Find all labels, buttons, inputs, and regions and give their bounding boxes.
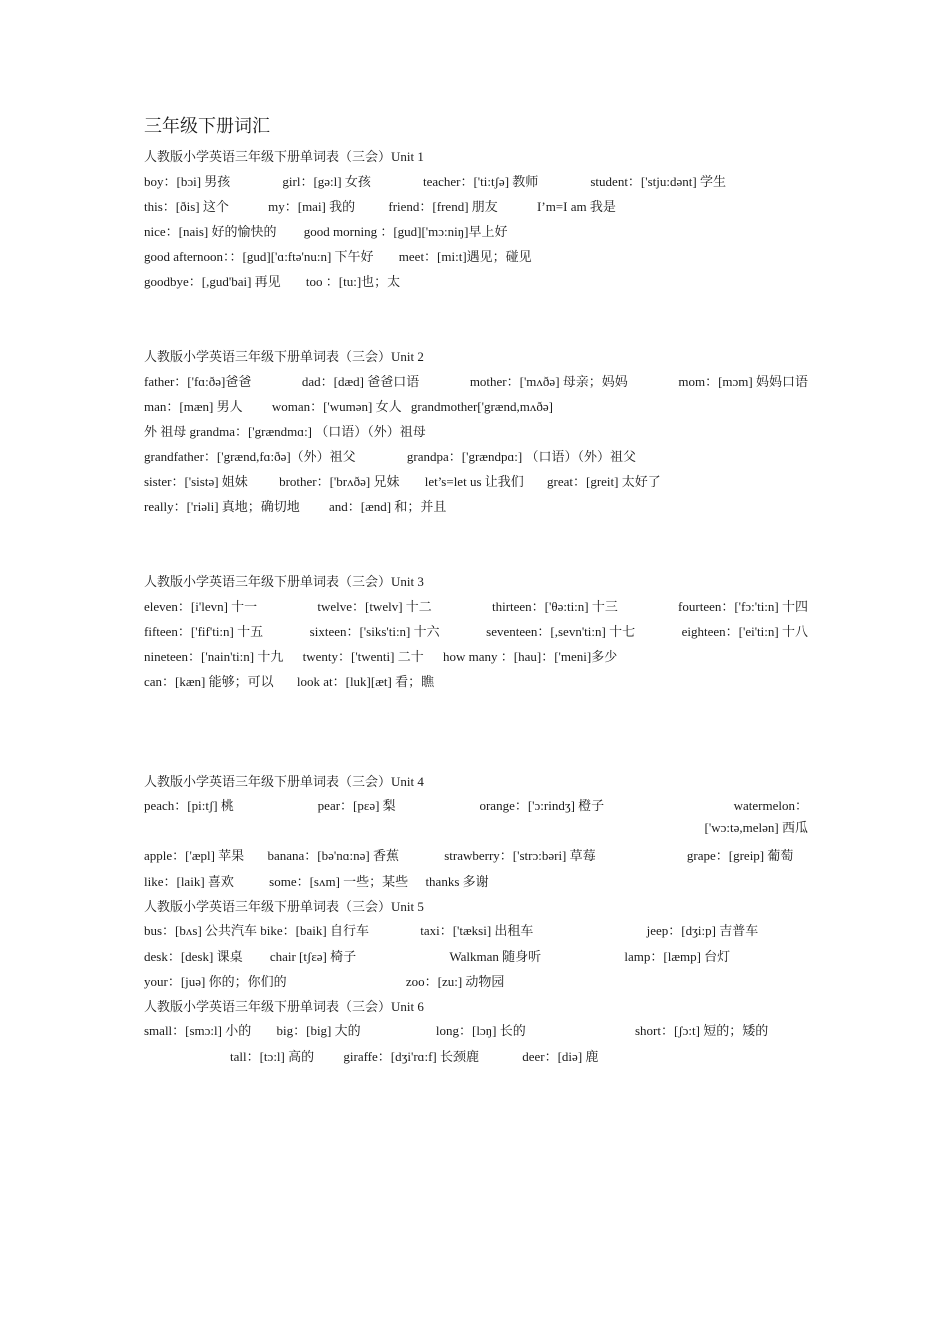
vocab-entry: too ：[tu:]也；太	[305, 274, 401, 289]
vocab-entry: my：[mai] 我的	[268, 199, 356, 214]
section-gap	[144, 519, 808, 569]
vocab-entry: how many ：[hau]：['meni]多少	[443, 649, 618, 664]
vocab-entry: teacher：['ti:tʃə] 教师	[422, 174, 539, 189]
unit-3-line-1	[144, 594, 808, 619]
unit-3-heading: 人教版小学英语三年级下册单词表（三会）Unit 3	[144, 574, 424, 589]
vocab-entry: thirteen：['θə:ti:n] 十三	[491, 599, 618, 614]
unit-1-line-5	[144, 269, 808, 294]
vocab-entry: father：['fɑ:ðə]爸爸	[144, 374, 252, 389]
vocab-entry: long：[lɔŋ] 长的	[435, 1023, 526, 1038]
vocab-entry: short：[ʃɔ:t] 短的；矮的	[634, 1023, 769, 1038]
vocab-entry: and：[ænd] 和；并且	[329, 499, 447, 514]
vocab-entry: mother：['mʌðə] 母亲；妈妈	[469, 374, 628, 389]
unit-2-line-5	[144, 469, 808, 494]
vocab-entry: girl：[gə:l] 女孩	[282, 174, 371, 189]
vocab-entry: grape：[greip] 葡萄	[686, 848, 794, 863]
vocab-entry: grandfather：['grænd,fɑ:ðə]（外）祖父	[144, 449, 356, 464]
vocab-entry: goodbye：[,gud'bai] 再见	[144, 274, 281, 289]
unit-2-line-2	[144, 394, 808, 419]
vocab-entry: nineteen：['nain'ti:n] 十九	[144, 649, 284, 664]
unit-3-line-3	[144, 644, 808, 669]
vocab-entry: student：['stju:dənt] 学生	[590, 174, 726, 189]
vocab-entry: dad：[dæd] 爸爸口语	[301, 374, 420, 389]
vocab-entry: twenty：['twenti] 二十	[302, 649, 424, 664]
vocab-entry: great：[greit] 太好了	[547, 474, 661, 489]
vocab-entry: meet：[mi:t]遇见；碰见	[398, 249, 532, 264]
vocab-entry: look at：[luk][æt] 看；瞧	[296, 674, 435, 689]
vocab-entry: sister：['sistə] 姐妹	[144, 474, 248, 489]
vocab-entry: tall：[tɔ:l] 高的	[230, 1049, 315, 1064]
vocab-entry: friend：[frend] 朋友	[388, 199, 498, 214]
unit-2-line-6	[144, 494, 808, 519]
unit-6-line-1	[144, 1019, 808, 1044]
vocab-entry: fourteen：['fɔ:'ti:n] 十四	[678, 599, 808, 614]
vocab-entry: deer：[diə] 鹿	[522, 1049, 599, 1064]
unit-1-line-1	[144, 169, 808, 194]
vocab-entry: apple：['æpl] 苹果	[144, 848, 245, 863]
vocab-entry: pear：[pɛə] 梨	[317, 798, 396, 813]
unit-4-heading: 人教版小学英语三年级下册单词表（三会）Unit 4	[144, 774, 424, 789]
vocab-entry: eleven：[i'levn] 十一	[144, 599, 258, 614]
unit-2-line-4	[144, 444, 808, 469]
vocab-entry: good morning ：[gud]['mɔ:niŋ]早上好	[303, 224, 508, 239]
vocab-entry: jeep：[dʒi:p] 吉普车	[646, 923, 759, 938]
vocab-entry: nice：[nais] 好的愉快的	[144, 224, 277, 239]
vocab-entry: good afternoon：：[gud]['ɑ:ftə'nu:n] 下午好	[144, 249, 374, 264]
vocab-entry: banana：[bə'nɑ:nə] 香蕉	[267, 848, 399, 863]
vocab-entry: 外 祖母 grandma：['grændmɑ:] （口语）（外）祖母	[144, 424, 426, 439]
vocab-entry: your：[juə] 你的；你们的	[144, 974, 287, 989]
vocab-entry: this：[ðis] 这个	[144, 199, 229, 214]
unit-3-line-2	[144, 619, 808, 644]
unit-1-line-3	[144, 219, 808, 244]
vocab-entry: watermelon：['wɔ:tə,melən] 西瓜	[704, 798, 808, 835]
vocab-entry: small：[smɔ:l] 小的	[144, 1023, 252, 1038]
vocab-entry: like：[laik] 喜欢	[144, 874, 234, 889]
vocab-entry: seventeen：[,sevn'ti:n] 十七	[486, 624, 636, 639]
unit-5-line-1	[144, 919, 808, 944]
vocab-entry: giraffe：[dʒi'rɑ:f] 长颈鹿	[343, 1049, 479, 1064]
vocab-entry: grandpa：['grændpɑ:] （口语）（外）祖父	[406, 449, 636, 464]
vocab-entry: let’s=let us 让我们	[424, 474, 524, 489]
vocab-entry: bus：[bʌs] 公共汽车 bike：[baik] 自行车	[144, 923, 369, 938]
unit-4-line-2	[144, 841, 808, 869]
unit-5-heading: 人教版小学英语三年级下册单词表（三会）Unit 5	[144, 899, 424, 914]
unit-2-heading: 人教版小学英语三年级下册单词表（三会）Unit 2	[144, 349, 424, 364]
unit-4-line-1	[144, 794, 808, 841]
vocab-entry: desk：[desk] 课桌	[144, 949, 243, 964]
vocab-entry: thanks 多谢	[425, 874, 489, 889]
vocab-entry: chair [tʃɛə] 椅子	[269, 949, 357, 964]
unit-1-line-4	[144, 244, 808, 269]
section-gap	[144, 294, 808, 344]
vocab-entry: sixteen：['siks'ti:n] 十六	[309, 624, 440, 639]
vocab-entry: some：[sʌm] 一些；某些	[269, 874, 409, 889]
vocab-entry: big：[big] 大的	[276, 1023, 361, 1038]
document-page	[144, 112, 808, 1069]
vocab-entry: mom：[mɔm] 妈妈口语	[678, 374, 808, 389]
unit-5-line-2	[144, 944, 808, 969]
unit-4-line-3	[144, 869, 808, 894]
vocab-entry: peach：[pi:tʃ] 桃	[144, 798, 234, 813]
vocab-entry: twelve：[twelv] 十二	[317, 599, 432, 614]
unit-6-line-2	[144, 1044, 808, 1069]
vocab-entry: boy：[bɔi] 男孩	[144, 174, 231, 189]
vocab-entry: grandmother['grænd,mʌðə]	[410, 399, 553, 414]
vocab-entry: brother：['brʌðə] 兄妹	[279, 474, 400, 489]
page-title: 三年级下册词汇	[144, 116, 270, 136]
unit-3-line-4	[144, 669, 808, 694]
vocab-entry: really：['riəli] 真地；确切地	[144, 499, 300, 514]
unit-2-line-1	[144, 369, 808, 394]
vocab-entry: orange：['ɔ:rindʒ] 橙子	[479, 798, 605, 813]
vocab-entry: lamp：[læmp] 台灯	[624, 949, 731, 964]
unit-2-line-3	[144, 419, 808, 444]
vocab-entry: I’m=I am 我是	[537, 199, 616, 214]
vocab-entry: fifteen：['fif'ti:n] 十五	[144, 624, 264, 639]
unit-1-line-2	[144, 194, 808, 219]
unit-6-heading: 人教版小学英语三年级下册单词表（三会）Unit 6	[144, 999, 424, 1014]
unit-5-line-3	[144, 969, 808, 994]
vocab-entry: Walkman 随身听	[449, 949, 542, 964]
vocab-entry: can：[kæn] 能够；可以	[144, 674, 274, 689]
vocab-entry: eighteen：['ei'ti:n] 十八	[681, 624, 808, 639]
vocab-entry: zoo：[zu:] 动物园	[405, 974, 505, 989]
unit-1-heading: 人教版小学英语三年级下册单词表（三会）Unit 1	[144, 149, 424, 164]
vocab-entry: man：[mæn] 男人	[144, 399, 243, 414]
vocab-entry: taxi：['tæksi] 出租车	[420, 923, 534, 938]
vocab-entry: woman：['wumən] 女人	[271, 399, 402, 414]
section-gap	[144, 694, 808, 769]
vocab-entry: strawberry：['strɔ:bəri] 草莓	[444, 848, 596, 863]
